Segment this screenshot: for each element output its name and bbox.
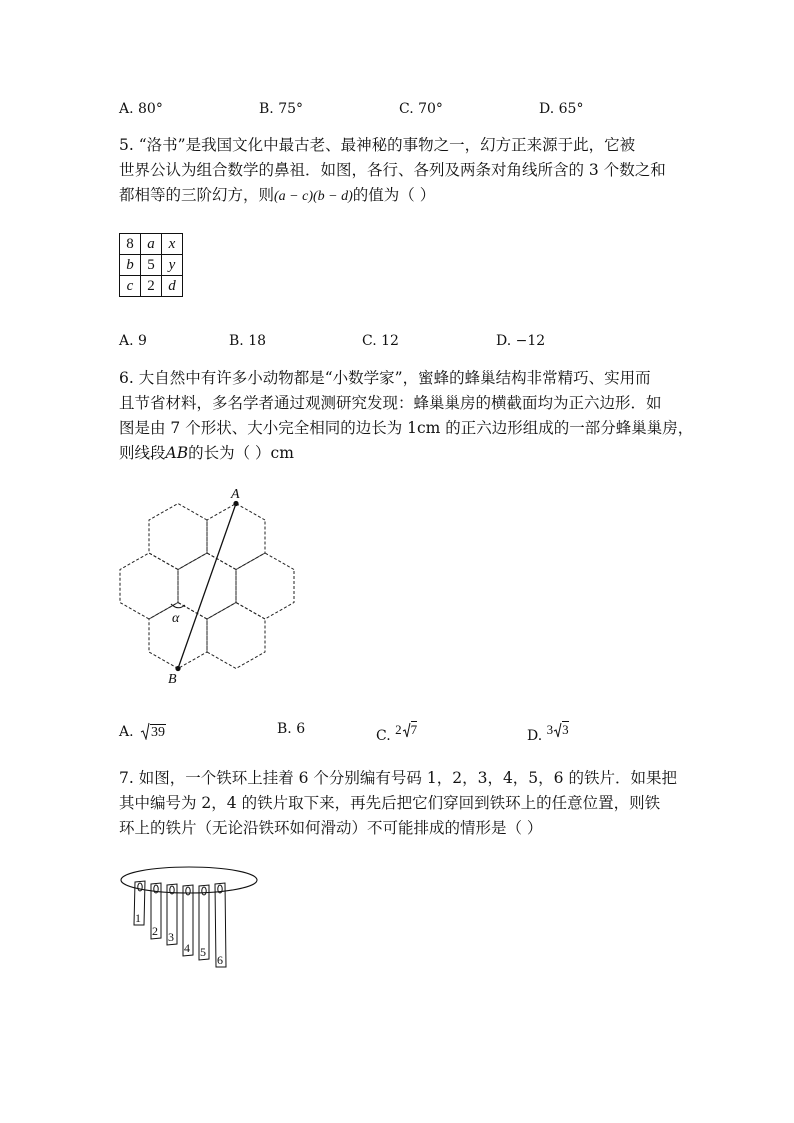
q5-option-d[interactable]: D. −12 bbox=[496, 333, 546, 349]
grid-cell: d bbox=[162, 276, 183, 297]
q5-option-c[interactable]: C. 12 bbox=[362, 333, 399, 349]
q4-option-a[interactable]: A. 80° bbox=[119, 101, 163, 117]
grid-cell: 5 bbox=[141, 255, 162, 276]
q5-option-b[interactable]: B. 18 bbox=[229, 333, 267, 349]
tag-number: 1 bbox=[135, 911, 141, 925]
label-a: A bbox=[231, 487, 240, 502]
sqrt-expression bbox=[395, 722, 417, 744]
q5-line-3-post: 的值为（ ） bbox=[352, 186, 436, 204]
q7-line-1: 7. 如图，一个铁环上挂着 6 个分别编有号码 1，2，3，4，5，6 的铁片．如果把 bbox=[119, 769, 677, 787]
honeycomb-figure bbox=[110, 480, 310, 690]
point-b bbox=[175, 666, 180, 671]
option-value: 6 bbox=[296, 721, 306, 737]
angle-arc bbox=[171, 604, 185, 608]
q6-option-d[interactable] bbox=[527, 722, 569, 744]
hexagon bbox=[149, 504, 207, 570]
q5-expression: (a − c)(b − d) bbox=[274, 189, 353, 204]
q6-stem bbox=[119, 366, 693, 466]
q6-segment-ab: AB bbox=[165, 444, 189, 462]
q7-line-2: 其中编号为 2，4 的铁片取下来，再先后把它们穿回到铁环上的任意位置，则铁 bbox=[119, 794, 661, 812]
grid-cell: y bbox=[162, 255, 183, 276]
sqrt-expression bbox=[547, 722, 569, 744]
radical-sign-icon bbox=[402, 722, 411, 738]
radicand: 39 bbox=[151, 725, 166, 740]
option-letter: B. bbox=[277, 721, 292, 737]
q5-line-2: 世界公认为组合数学的鼻祖．如图，各行、各列及两条对角线所含的 3 个数之和 bbox=[119, 161, 666, 179]
q5-stem bbox=[119, 133, 666, 209]
label-b: B bbox=[168, 672, 177, 687]
q6-option-b[interactable] bbox=[277, 721, 305, 737]
q7-stem bbox=[119, 766, 677, 841]
q6-line-4 bbox=[119, 441, 693, 466]
coefficient: 2 bbox=[395, 722, 402, 737]
q6-line-4-post: 的长为（ ）cm bbox=[188, 444, 294, 462]
radical-sign-icon bbox=[553, 722, 562, 738]
tag-number: 6 bbox=[217, 953, 223, 967]
q6-option-c[interactable] bbox=[376, 722, 417, 744]
tag-number: 3 bbox=[168, 930, 174, 944]
q7-line-3: 环上的铁片（无论沿铁环如何滑动）不可能排成的情形是（ ） bbox=[119, 819, 543, 837]
tag-numbers bbox=[135, 911, 223, 967]
q5-line-3 bbox=[119, 183, 666, 209]
q6-line-3: 图是由 7 个形状、大小完全相同的边长为 1cm 的正六边形组成的一部分蜂巢巢房， bbox=[119, 419, 694, 437]
q5-line-3-pre: 都相等的三阶幻方，则 bbox=[119, 186, 275, 204]
sqrt-expression bbox=[140, 722, 166, 741]
option-letter: A. bbox=[119, 724, 134, 740]
grid-cell: 2 bbox=[141, 276, 162, 297]
magic-square-grid bbox=[119, 233, 183, 297]
option-letter: D. bbox=[527, 728, 543, 744]
hexagon bbox=[120, 553, 178, 619]
iron-ring-figure bbox=[115, 860, 265, 970]
q4-option-d[interactable]: D. 65° bbox=[539, 101, 584, 117]
coefficient: 3 bbox=[546, 722, 554, 737]
grid-cell: a bbox=[141, 234, 162, 255]
option-letter: C. bbox=[376, 728, 391, 744]
radical-sign-icon bbox=[140, 722, 150, 740]
tag-number: 2 bbox=[152, 924, 158, 938]
grid-cell: c bbox=[120, 276, 141, 297]
radicand: 7 bbox=[410, 722, 418, 737]
q6-line-1: 6. 大自然中有许多小动物都是“小数学家”，蜜蜂的蜂巢结构非常精巧、实用而 bbox=[119, 369, 651, 387]
tag-number: 5 bbox=[200, 945, 206, 959]
q5-line-1: 5. “洛书”是我国文化中最古老、最神秘的事物之一，幻方正来源于此，它被 bbox=[119, 136, 636, 154]
q5-option-a[interactable]: A. 9 bbox=[119, 333, 147, 349]
hexagon bbox=[236, 553, 294, 619]
q6-line-2: 且节省材料，多名学者通过观测研究发现：蜂巢巢房的横截面均为正六边形．如 bbox=[119, 394, 662, 412]
grid-cell: b bbox=[120, 255, 141, 276]
q4-option-c[interactable]: C. 70° bbox=[399, 101, 443, 117]
q6-option-a[interactable] bbox=[119, 722, 166, 741]
tag-number: 4 bbox=[184, 941, 190, 955]
ring-back bbox=[121, 867, 257, 880]
grid-cell: 8 bbox=[120, 234, 141, 255]
grid-cell: x bbox=[162, 234, 183, 255]
hexagon bbox=[207, 603, 265, 669]
q6-line-4-pre: 则线段 bbox=[119, 444, 166, 462]
label-alpha: α bbox=[172, 611, 180, 626]
q4-option-b[interactable]: B. 75° bbox=[259, 101, 304, 117]
radicand: 3 bbox=[562, 722, 569, 737]
